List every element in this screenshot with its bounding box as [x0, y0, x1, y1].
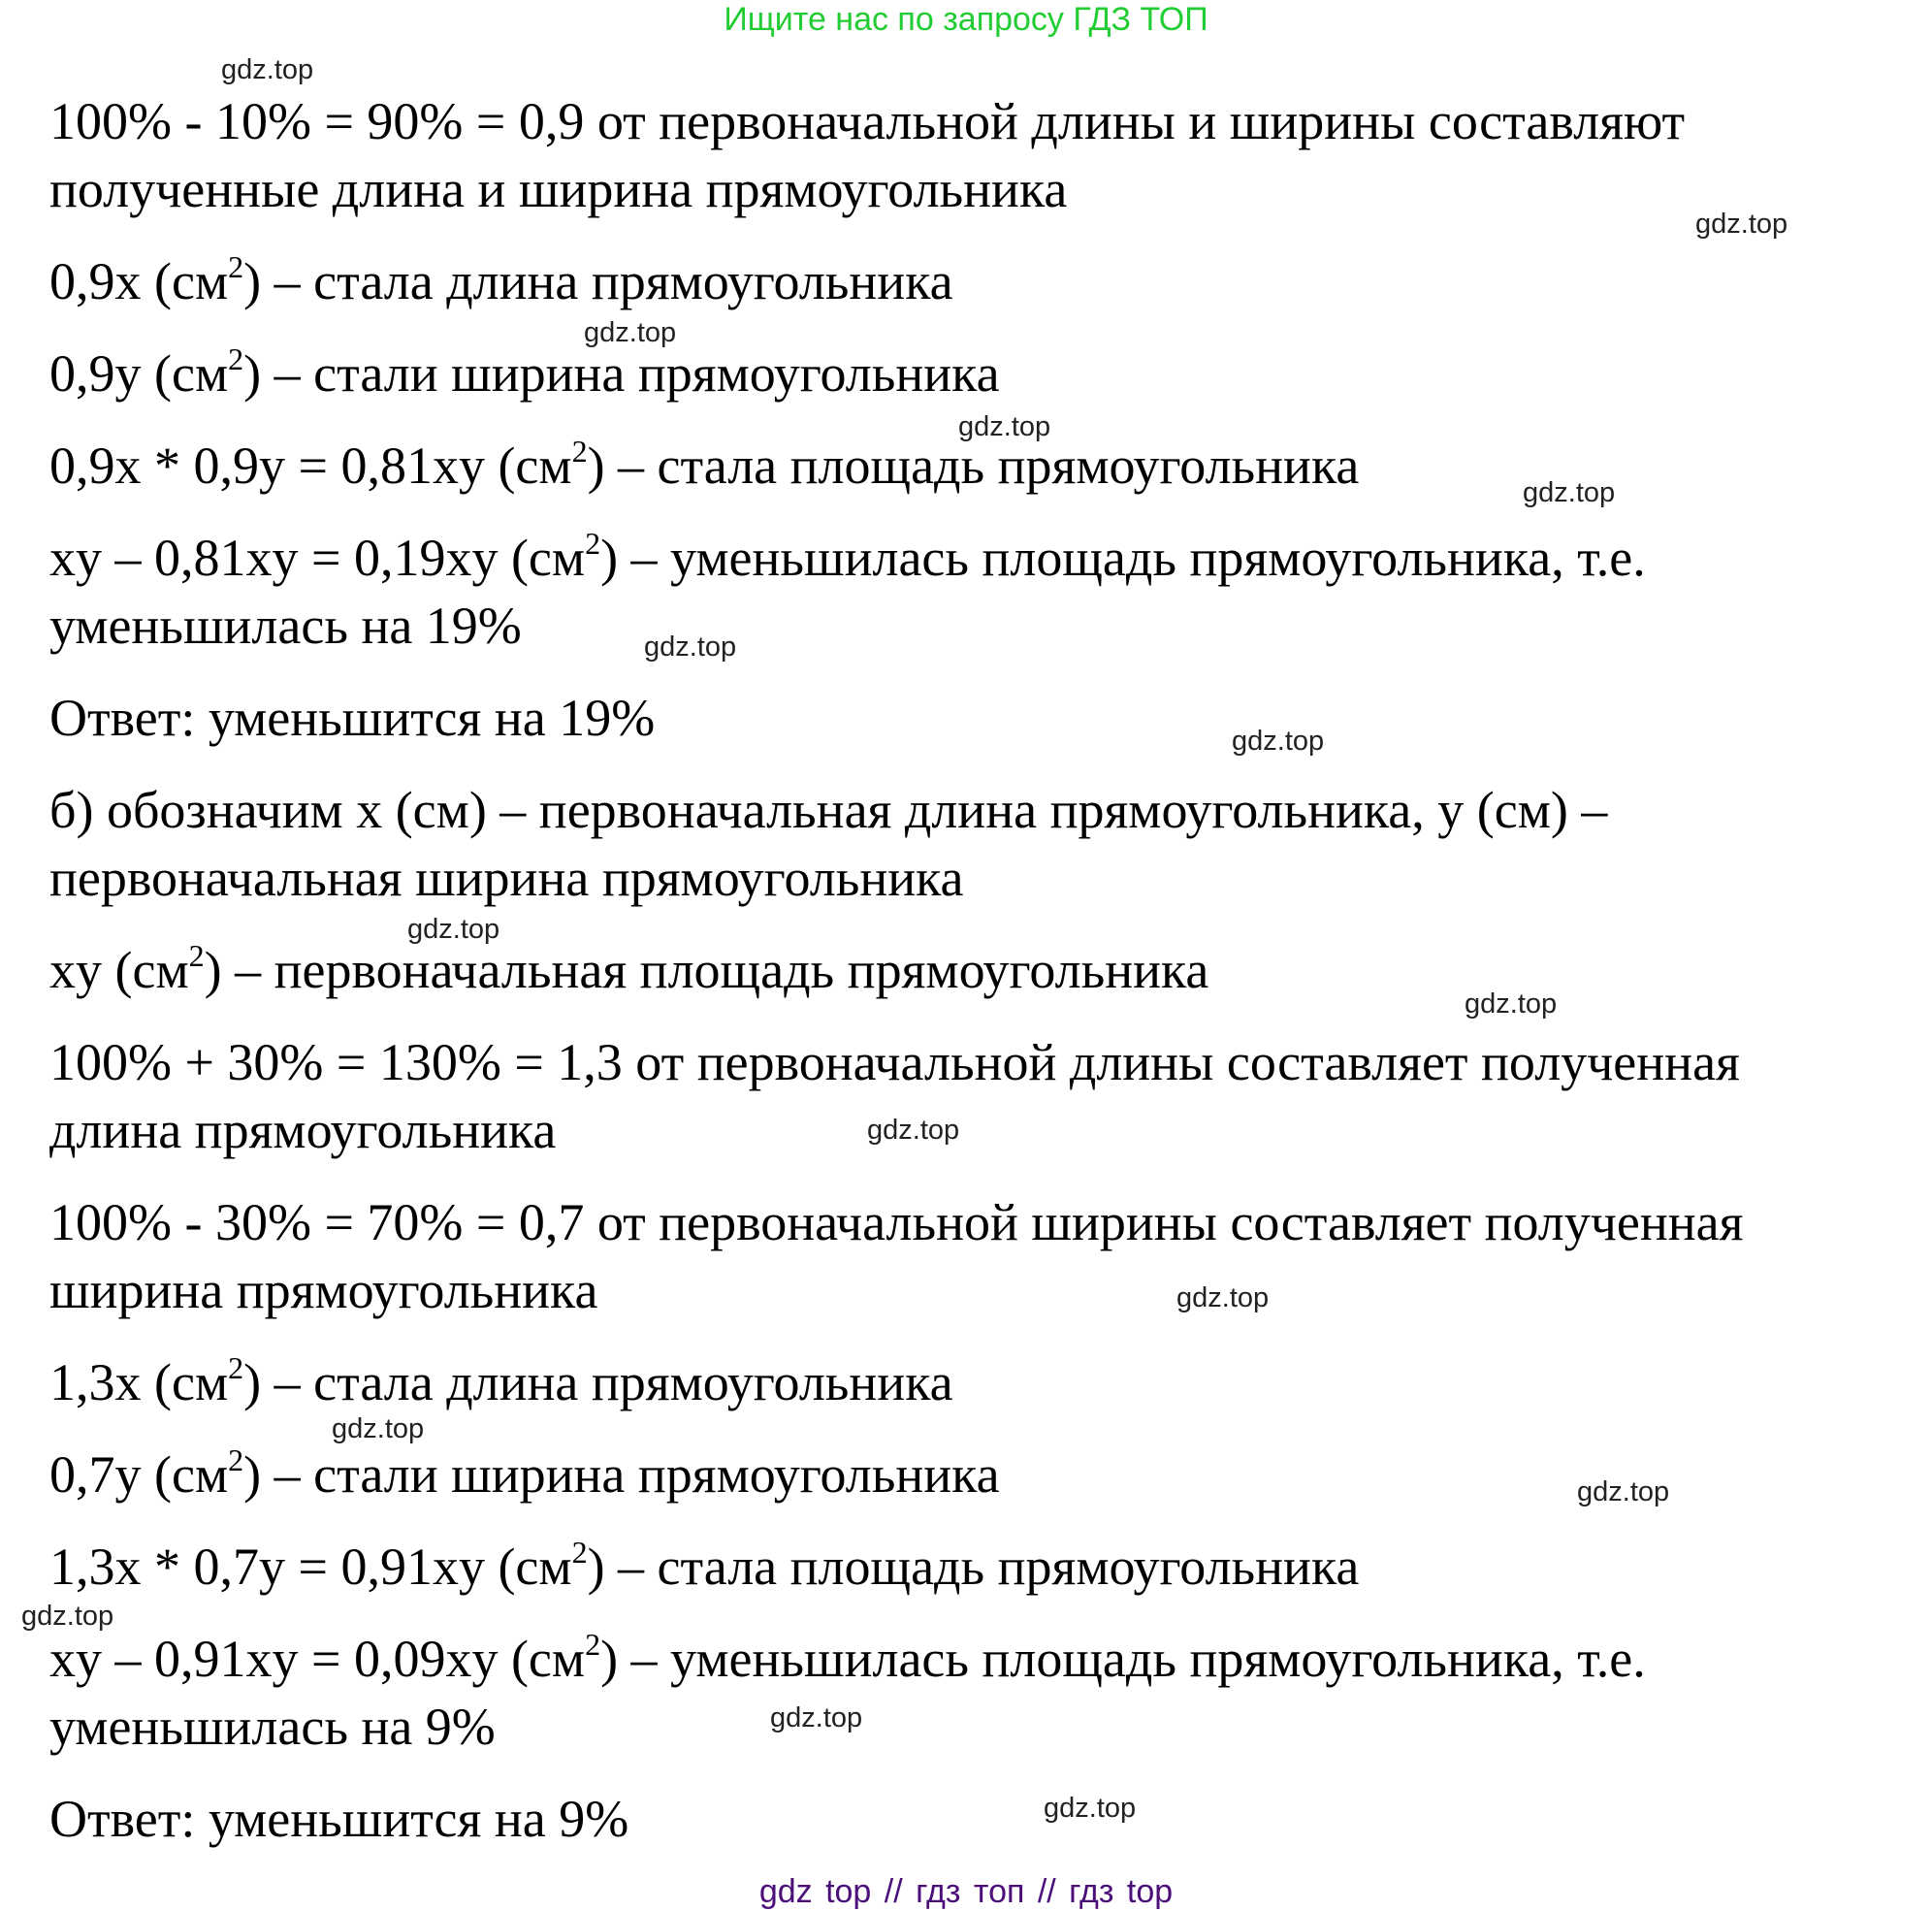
solution-line: 100% + 30% = 130% = 1,3 от первоначальной длины составляет полученная	[49, 1033, 1740, 1091]
solution-line: 100% - 30% = 70% = 0,7 от первоначальной ширины составляет полученная	[49, 1193, 1744, 1251]
footer-links: gdz top // гдз топ // гдз top	[758, 1873, 1174, 1910]
watermark: gdz.top	[1232, 726, 1325, 757]
solution-line: 0,9x * 0,9y = 0,81xy $(см^2)$ – стала площадь прямоугольника	[49, 434, 1360, 495]
solution-line: б) обозначим x (см) – первоначальная длина прямоугольника, y (см) –	[49, 781, 1608, 839]
watermark: gdz.top	[1044, 1793, 1137, 1824]
watermark: gdz.top	[770, 1702, 863, 1733]
watermark: gdz.top	[644, 632, 737, 663]
solution-line: 100% - 10% = 90% = 0,9 от первоначальной длины и ширины составляют	[49, 92, 1686, 150]
watermark: gdz.top	[584, 317, 677, 348]
watermark: gdz.top	[221, 54, 314, 85]
watermark: gdz.top	[958, 411, 1051, 442]
watermark: gdz.top	[1176, 1282, 1270, 1313]
solution-line: полученные длина и ширина прямоугольника	[49, 160, 1068, 218]
watermark: gdz.top	[867, 1115, 960, 1146]
watermark: gdz.top	[1465, 988, 1558, 1020]
watermark: gdz.top	[1577, 1476, 1670, 1507]
solution-line: первоначальная ширина прямоугольника	[49, 849, 964, 907]
watermark: gdz.top	[1695, 209, 1788, 240]
solution-line: 0,7y $(см^2)$ – стали ширина прямоугольника	[49, 1442, 1000, 1504]
watermark: gdz.top	[21, 1601, 114, 1632]
solution-line: xy – 0,91xy = 0,09xy $(см^2)$ – уменьшилась площадь прямоугольника, т.е.	[49, 1627, 1646, 1688]
answer-line: Ответ: уменьшится на 9%	[49, 1790, 629, 1848]
solution-line: 1,3x * 0,7y = 0,91xy $(см^2)$ – стала площадь прямоугольника	[49, 1535, 1360, 1596]
solution-line: xy $(см^2)$ – первоначальная площадь прямоугольника	[49, 938, 1209, 999]
watermark: gdz.top	[1523, 477, 1616, 508]
watermark: gdz.top	[332, 1413, 425, 1444]
solution-line: 0,9y $(см^2)$ – стали ширина прямоугольника	[49, 341, 1000, 403]
solution-line: ширина прямоугольника	[49, 1261, 598, 1319]
search-banner: Ищите нас по запросу ГДЗ ТОП	[724, 1, 1208, 38]
solution-line: 0,9x $(см^2)$ – стала длина прямоугольника	[49, 249, 953, 310]
solution-line: xy – 0,81xy = 0,19xy $(см^2)$ – уменьшилась площадь прямоугольника, т.е.	[49, 526, 1646, 587]
solution-line: длина прямоугольника	[49, 1101, 557, 1159]
answer-line: Ответ: уменьшится на 19%	[49, 689, 656, 747]
solution-line: уменьшилась на 9%	[49, 1698, 496, 1756]
watermark: gdz.top	[407, 914, 500, 945]
solution-line: 1,3x $(см^2)$ – стала длина прямоугольника	[49, 1350, 953, 1411]
solution-line: уменьшилась на 19%	[49, 597, 522, 655]
